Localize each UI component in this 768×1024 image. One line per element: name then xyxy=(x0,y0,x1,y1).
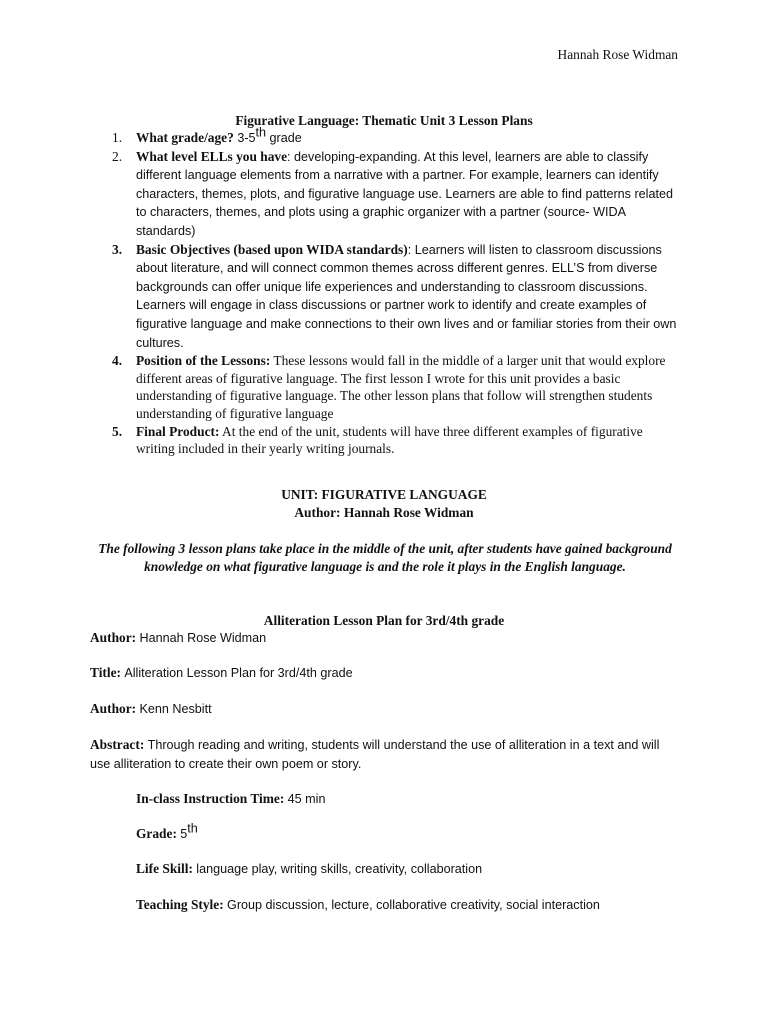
list-number: 1. xyxy=(112,130,123,145)
field-value: Alliteration Lesson Plan for 3rd/4th grade xyxy=(124,666,353,680)
field-value: Kenn Nesbitt xyxy=(139,702,212,716)
lesson-title: Alliteration Lesson Plan for 3rd/4th grade xyxy=(263,613,505,628)
field-label: Title: xyxy=(90,665,121,680)
field-value: 5 xyxy=(180,827,188,841)
list-text: 3-5 xyxy=(233,131,256,145)
list-number: 5. xyxy=(112,423,123,439)
field-value: Group discussion, lecture, collaborative creativity, social interaction xyxy=(227,898,600,912)
list-label: What grade/age? xyxy=(136,130,234,145)
plan-overview-list xyxy=(90,125,680,458)
field-teaching-style xyxy=(136,896,726,915)
field-author-2 xyxy=(90,700,680,719)
field-label: Grade: xyxy=(136,826,177,841)
list-text: : Learners will listen to classroom discussions about literature, and will connect common themes across different genres. ELL’S from diverse backgrounds can offer unique life experiences and understanding to classroom discussions. Learners will engage in class discussions or partner work to identify and create examples of figurative language and make connections to their own lives and or familiar stories from their own cultures. xyxy=(136,242,677,350)
list-item xyxy=(90,125,680,148)
list-label: Basic Objectives (based upon WIDA standards) xyxy=(136,241,408,257)
list-number: 3. xyxy=(112,241,123,257)
list-label: What level ELLs you have xyxy=(136,148,288,164)
field-sup: th xyxy=(187,821,198,836)
list-text: grade xyxy=(266,131,302,145)
unit-heading-block xyxy=(0,486,768,521)
field-label: Abstract: xyxy=(90,737,145,752)
field-title xyxy=(90,664,680,683)
list-sup: th xyxy=(255,125,267,140)
unit-intro-text: The following 3 lesson plans take place in the middle of the unit, after students have gained background knowledge on what figurative language is and the role it plays in the English language. xyxy=(98,541,672,574)
unit-heading: UNIT: FIGURATIVE LANGUAGE xyxy=(281,487,487,502)
field-label: Life Skill: xyxy=(136,861,193,876)
field-label: Author: xyxy=(90,701,137,716)
list-text: At the end of the unit, students will have three different examples of figurative writing included in their yearly writing journals. xyxy=(136,423,643,457)
list-number: 2. xyxy=(112,148,123,164)
list-label: Final Product: xyxy=(136,423,220,439)
field-instruction-time xyxy=(136,790,726,809)
list-text: These lessons would fall in the middle of a larger unit that would explore different areas of figurative language. The first lesson I wrote for this unit provides a basic understanding of figurative language. The other lesson plans that follow will strengthen students understanding of figurative language xyxy=(136,353,666,421)
field-life-skill xyxy=(136,860,726,879)
list-label: Position of the Lessons: xyxy=(136,353,271,369)
header-author-name: Hannah Rose Widman xyxy=(557,47,678,62)
list-item xyxy=(90,241,680,353)
field-value: Hannah Rose Widman xyxy=(139,631,267,645)
field-grade xyxy=(136,821,726,844)
field-label: In-class Instruction Time: xyxy=(136,791,285,806)
list-item xyxy=(90,423,680,458)
document-title: Figurative Language: Thematic Unit 3 Lesson Plans xyxy=(235,113,533,128)
list-item xyxy=(90,148,680,241)
list-text: : developing-expanding. At this level, learners are able to classify different language elements from a narrative with a partner. For example, learners can identify characters, themes, plots, and figurative language use. Learners are able to find patterns related to characters, themes, and plots using a graphic organizer with a partner (source- WIDA standards) xyxy=(136,149,673,238)
field-label: Teaching Style: xyxy=(136,897,224,912)
list-number: 4. xyxy=(112,353,123,369)
field-value: language play, writing skills, creativity, collaboration xyxy=(196,862,483,876)
field-abstract xyxy=(90,736,680,773)
field-label: Author: xyxy=(90,630,137,645)
field-value: 45 min xyxy=(287,792,326,806)
field-value: Through reading and writing, students will understand the use of alliteration in a text and will use alliteration to create their own poem or story. xyxy=(90,738,660,771)
unit-author: Author: Hannah Rose Widman xyxy=(294,504,474,520)
field-author xyxy=(90,629,680,648)
list-item xyxy=(90,352,680,422)
